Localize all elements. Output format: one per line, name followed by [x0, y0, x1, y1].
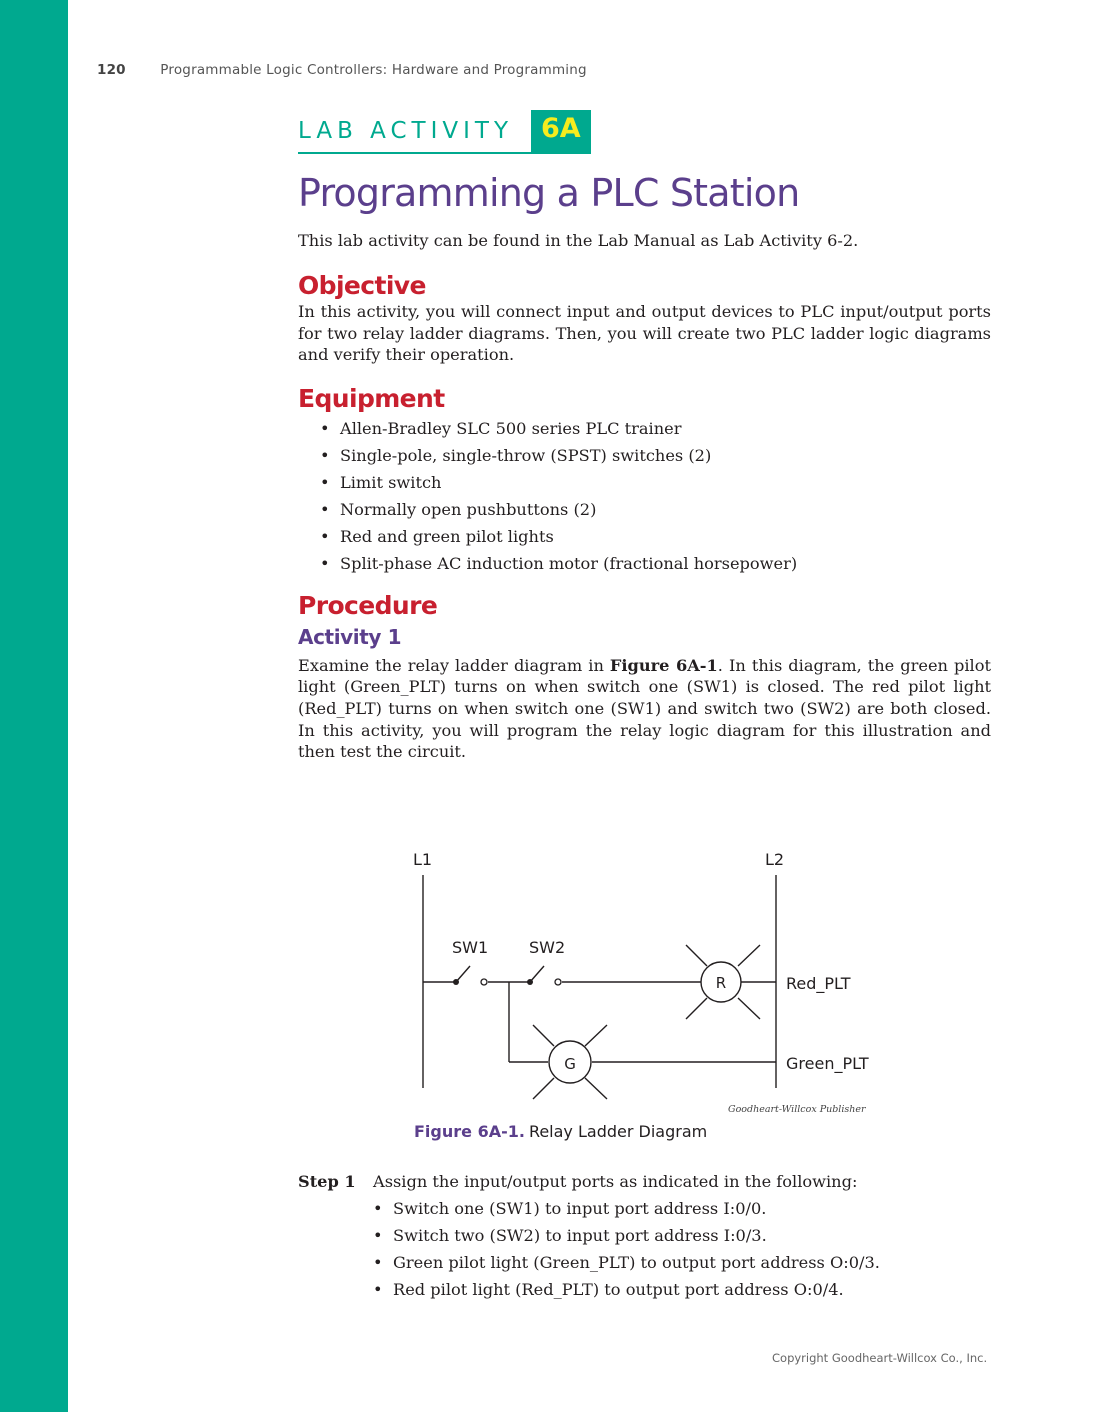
list-item: • Single-pole, single-throw (SPST) switches (2)	[320, 442, 991, 469]
caption-text: Relay Ladder Diagram	[528, 1122, 708, 1141]
list-item: • Split-phase AC induction motor (fractional horsepower)	[320, 550, 991, 577]
sw2-terminal	[555, 979, 561, 985]
figure-caption	[414, 1122, 707, 1141]
step-text: Assign the input/output ports as indicated in the following:	[373, 1172, 858, 1191]
side-color-band	[0, 0, 68, 1412]
procedure-heading: Procedure	[298, 590, 438, 620]
figure-reference: Figure 6A-1	[609, 655, 718, 675]
list-item: • Normally open pushbuttons (2)	[320, 496, 991, 523]
activity-text-prefix: Examine the relay ladder diagram in	[298, 655, 610, 675]
activity-heading: Activity 1	[298, 625, 402, 650]
ladder-diagram	[298, 840, 991, 1145]
list-item: • Allen-Bradley SLC 500 series PLC trainer	[320, 415, 991, 442]
step-label: Step 1	[298, 1172, 356, 1191]
running-title: Programmable Logic Controllers: Hardware and Programming	[160, 62, 587, 78]
list-item: • Limit switch	[320, 469, 991, 496]
equipment-heading: Equipment	[298, 383, 445, 413]
equipment-list	[298, 415, 991, 577]
figure-credit: Goodheart-Willcox Publisher	[728, 1104, 866, 1115]
lab-activity-number: 6A	[531, 110, 591, 152]
page-title: Programming a PLC Station	[298, 171, 800, 215]
copyright-notice: Copyright Goodheart-Willcox Co., Inc.	[772, 1351, 988, 1365]
sw1-label: SW1	[452, 938, 489, 957]
list-item: • Switch one (SW1) to input port address I:0/0.	[373, 1195, 991, 1222]
green-plt-label: Green_PLT	[786, 1054, 869, 1073]
sw1-pivot	[453, 979, 459, 985]
activity-text	[298, 655, 991, 763]
relay-ladder-figure	[298, 840, 991, 1145]
sw2-label: SW2	[529, 938, 566, 957]
sw1-blade	[456, 966, 470, 982]
sw2-pivot	[527, 979, 533, 985]
red-plt-label: Red_PLT	[786, 974, 851, 993]
list-item: • Green pilot light (Green_PLT) to output port address O:0/3.	[373, 1249, 991, 1276]
port-assignment-list	[298, 1195, 991, 1303]
l2-label: L2	[765, 850, 785, 869]
main-content	[298, 230, 991, 763]
objective-text: In this activity, you will connect input and output devices to PLC input/output ports for two relay ladder diagrams. Then, you will create two PLC ladder logic diagrams and verify their operation.	[298, 302, 991, 365]
step-1	[298, 1168, 991, 1303]
red-lamp-letter: R	[715, 974, 727, 992]
sw1-terminal	[481, 979, 487, 985]
running-header	[97, 62, 587, 78]
intro-text: This lab activity can be found in the Lab Manual as Lab Activity 6-2.	[298, 231, 859, 250]
page-number: 120	[97, 62, 126, 78]
list-item: • Red and green pilot lights	[320, 523, 991, 550]
green-lamp-letter: G	[564, 1055, 576, 1073]
l1-label: L1	[413, 850, 433, 869]
activity-text-suffix: . In this diagram, the green pilot light (Green_PLT) turns on when switch one (SW1) is closed. The red pilot light (Red_PLT) turns on when switch one (SW1) and switch two (SW2) are both closed. In this activity, you will program the relay logic diagram for this illustration and then test the circuit.	[298, 655, 991, 762]
list-item: • Switch two (SW2) to input port address I:0/3.	[373, 1222, 991, 1249]
caption-label: Figure 6A-1.	[414, 1122, 525, 1141]
lab-activity-label: LAB ACTIVITY	[298, 118, 514, 144]
lab-activity-banner	[298, 110, 591, 154]
objective-heading: Objective	[298, 270, 426, 300]
list-item: • Red pilot light (Red_PLT) to output port address O:0/4.	[373, 1276, 991, 1303]
sw2-blade	[530, 966, 544, 982]
